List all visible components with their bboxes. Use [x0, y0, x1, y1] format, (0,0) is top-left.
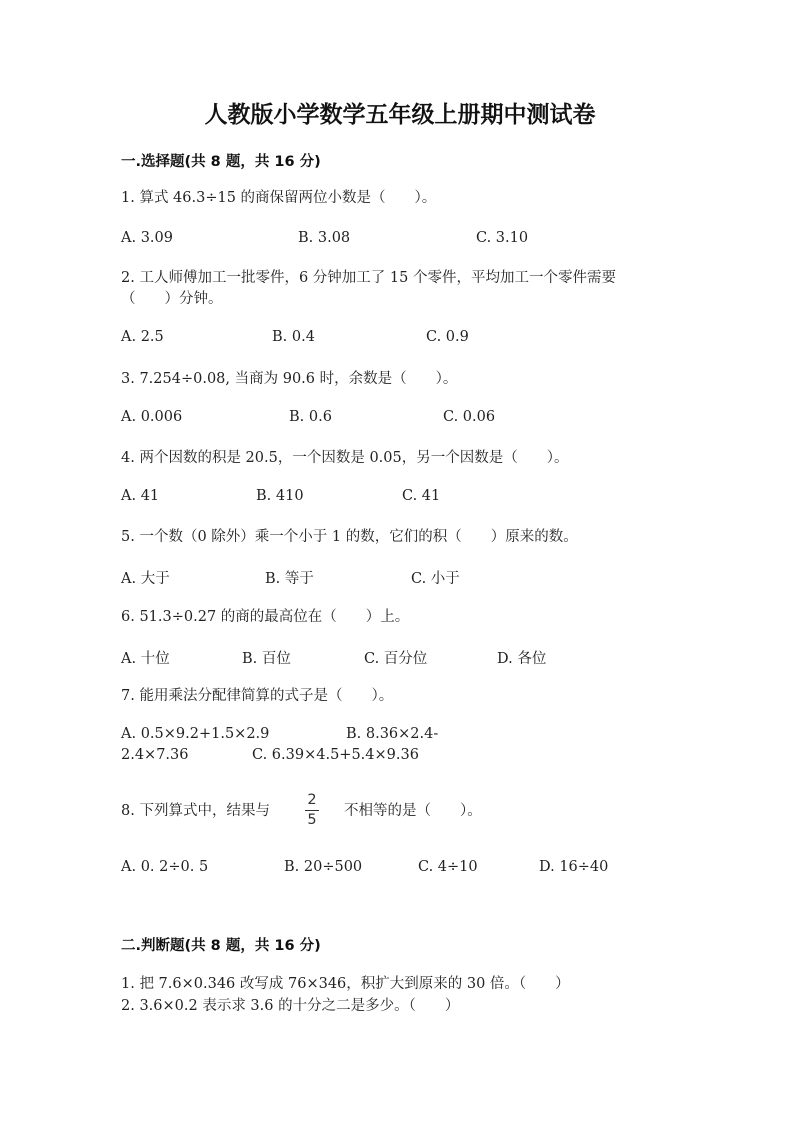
option-b-continued: 2.4×7.36 [121, 747, 189, 763]
section-heading-choice: 一.选择题(共 8 题，共 16 分) [121, 154, 321, 170]
section-heading-judge: 二.判断题(共 8 题，共 16 分) [121, 938, 321, 954]
question-stem: 2. 工人师傅加工一批零件，6 分钟加工了 15 个零件，平均加工一个零件需要 [121, 270, 616, 286]
option-a: A. 0.006 [121, 409, 183, 425]
fraction-numerator: 2 [307, 792, 317, 808]
option-a: A. 十位 [121, 651, 170, 667]
question-stem: 5. 一个数（0 除外）乘一个小于 1 的数，它们的积（ ）原来的数。 [121, 529, 578, 545]
option-b: B. 3.08 [298, 230, 351, 246]
option-c: C. 4÷10 [418, 859, 478, 875]
fraction [303, 792, 321, 829]
question-stem: 6. 51.3÷0.27 的商的最高位在（ ）上。 [121, 609, 410, 625]
option-b: B. 0.4 [272, 329, 315, 345]
question-stem: 1. 算式 46.3÷15 的商保留两位小数是（ ）。 [121, 190, 437, 206]
question-stem-continued: （ ）分钟。 [121, 291, 223, 307]
option-b: B. 8.36×2.4- [346, 726, 439, 742]
option-c: C. 3.10 [476, 230, 529, 246]
question-stem: 8. 下列算式中，结果与 [121, 803, 270, 819]
option-a: A. 2.5 [121, 329, 164, 345]
option-c: C. 6.39×4.5+5.4×9.36 [252, 747, 419, 763]
question-stem: 4. 两个因数的积是 20.5，一个因数是 0.05，另一个因数是（ ）。 [121, 450, 569, 466]
option-b: B. 等于 [265, 571, 314, 587]
option-c: C. 41 [402, 488, 441, 504]
judge-question: 1. 把 7.6×0.346 改写成 76×346，积扩大到原来的 30 倍。（ ） [121, 976, 570, 992]
option-a: A. 0.5×9.2+1.5×2.9 [121, 726, 270, 742]
question-stem: 3. 7.254÷0.08, 当商为 90.6 时，余数是（ ）。 [121, 371, 458, 387]
fraction-bar [305, 810, 319, 811]
question-stem-continued: 不相等的是（ ）。 [344, 803, 482, 819]
question-stem: 7. 能用乘法分配律简算的式子是（ ）。 [121, 688, 394, 704]
page-title: 人教版小学数学五年级上册期中测试卷 [204, 102, 596, 128]
fraction-denominator: 5 [307, 812, 317, 828]
option-a: A. 大于 [121, 571, 170, 587]
option-d: D. 16÷40 [539, 859, 609, 875]
option-a: A. 0. 2÷0. 5 [121, 859, 209, 875]
option-b: B. 20÷500 [284, 859, 363, 875]
option-b: B. 0.6 [289, 409, 332, 425]
option-b: B. 百位 [242, 651, 291, 667]
option-c: C. 百分位 [364, 651, 428, 667]
option-c: C. 0.9 [426, 329, 469, 345]
option-c: C. 0.06 [443, 409, 496, 425]
option-c: C. 小于 [411, 571, 460, 587]
option-a: A. 3.09 [121, 230, 173, 246]
option-d: D. 各位 [497, 651, 547, 667]
option-a: A. 41 [121, 488, 160, 504]
option-b: B. 410 [256, 488, 304, 504]
judge-question: 2. 3.6×0.2 表示求 3.6 的十分之二是多少。（ ） [121, 998, 460, 1014]
